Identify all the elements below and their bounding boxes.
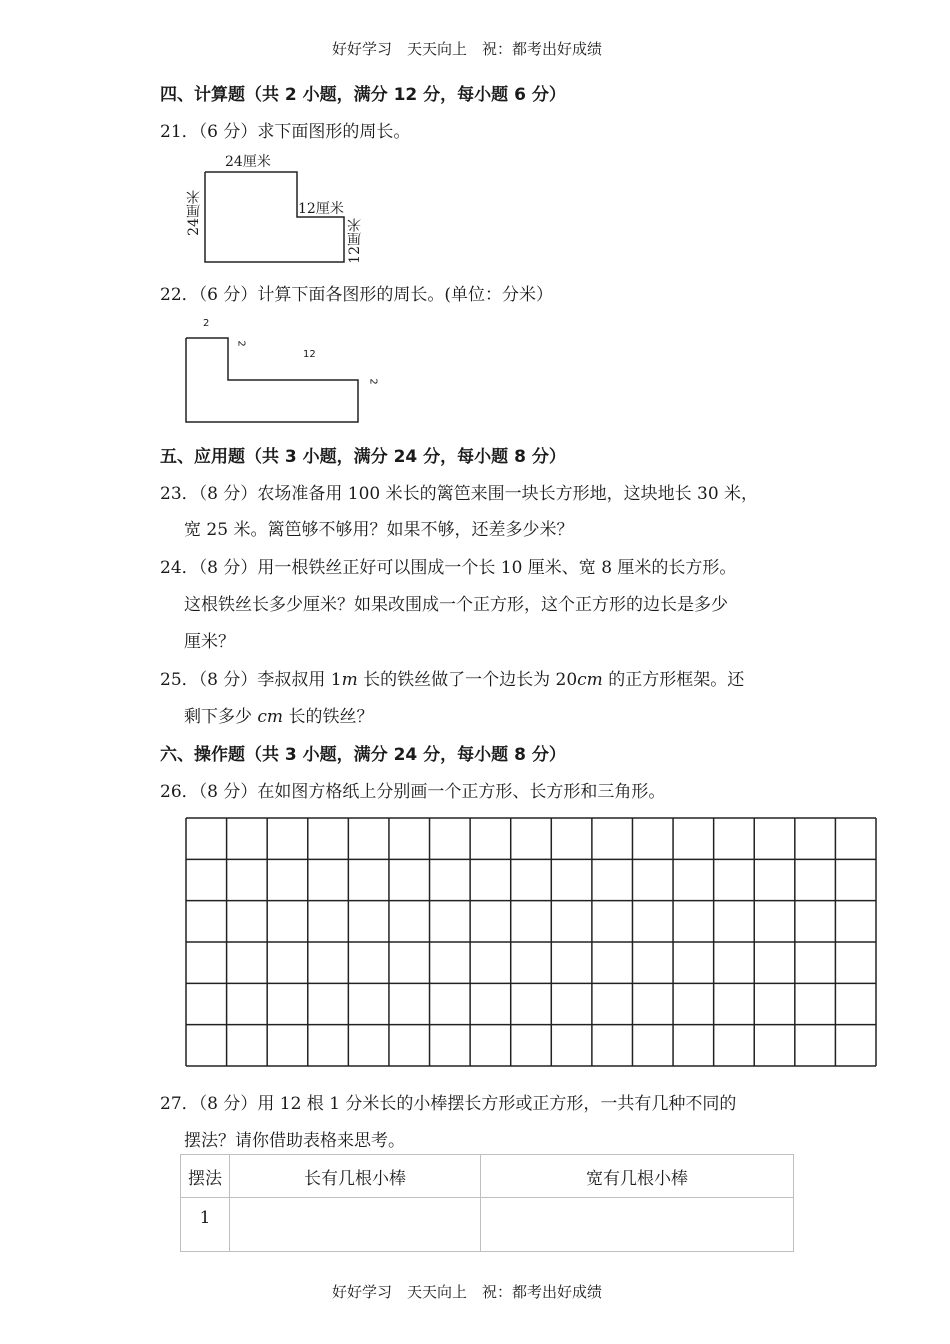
section-5-title: 五、应用题（共 3 小题，满分 24 分，每小题 8 分） (160, 447, 566, 467)
question-24-line-1: 24．（8 分）用一根铁丝正好可以围成一个长 10 厘米、宽 8 厘米的长方形。 (160, 558, 737, 578)
q25-unit-cm-2: cm (257, 707, 284, 727)
q21-label-step: 12厘米 (298, 201, 344, 217)
question-25-line-1 (160, 665, 744, 690)
q22-label-inner: 2 (235, 340, 247, 347)
q25-text-b: 长的铁丝做了一个边长为 20 (357, 670, 578, 690)
q25-text-d: 剩下多少 (184, 707, 258, 727)
table-header-row (181, 1155, 794, 1198)
section-6-title: 六、操作题（共 3 小题，满分 24 分，每小题 8 分） (160, 745, 566, 765)
q21-label-top: 24厘米 (225, 154, 271, 170)
q22-label-long: 12 (303, 349, 316, 360)
question-27-line-2: 摆法？请你借助表格来思考。 (184, 1131, 405, 1151)
question-24-line-2: 这根铁丝长多少厘米？如果改围成一个正方形，这个正方形的边长是多少 (184, 595, 728, 615)
q22-label-top: 2 (203, 318, 210, 329)
page-footer: 好好学习 天天向上 祝：都考出好成绩 (332, 1283, 603, 1301)
question-26: 26．（8 分）在如图方格纸上分别画一个正方形、长方形和三角形。 (160, 782, 666, 802)
question-23-line-1: 23．（8 分）农场准备用 100 米长的篱笆来围一块长方形地，这块地长 30 米， (160, 484, 759, 504)
question-21: 21．（6 分）求下面图形的周长。 (160, 122, 411, 142)
table-cell-width[interactable] (481, 1198, 794, 1252)
table-row (181, 1198, 794, 1252)
table-cell-index: 1 (181, 1198, 230, 1252)
q25-unit-m: m (341, 670, 358, 690)
q25-text-a: 25．（8 分）李叔叔用 1 (160, 670, 342, 690)
q25-text-e: 长的铁丝？ (283, 707, 374, 727)
q25-unit-cm: cm (577, 670, 603, 690)
q22-label-right: 2 (367, 378, 379, 385)
question-27-line-1: 27．（8 分）用 12 根 1 分米长的小棒摆长方形或正方形，一共有几种不同的 (160, 1094, 737, 1114)
page-header: 好好学习 天天向上 祝：都考出好成绩 (332, 40, 603, 58)
section-4-title: 四、计算题（共 2 小题，满分 12 分，每小题 6 分） (160, 85, 566, 105)
question-24-line-3: 厘米？ (184, 632, 235, 652)
table-cell-length[interactable] (230, 1198, 481, 1252)
table-header-length: 长有几根小棒 (230, 1155, 481, 1198)
question-22: 22．（6 分）计算下面各图形的周长。(单位：分米） (160, 285, 553, 305)
q21-label-right: 12厘米 (347, 218, 363, 264)
square-grid (185, 817, 877, 1067)
answer-table (180, 1154, 794, 1252)
question-23-line-2: 宽 25 米。篱笆够不够用？如果不够，还差多少米？ (184, 520, 574, 540)
q25-text-c: 的正方形框架。还 (602, 670, 745, 690)
q21-label-left: 24厘米 (186, 190, 202, 236)
table-header-method: 摆法 (181, 1155, 230, 1198)
table-header-width: 宽有几根小棒 (481, 1155, 794, 1198)
question-25-line-2 (184, 702, 373, 727)
